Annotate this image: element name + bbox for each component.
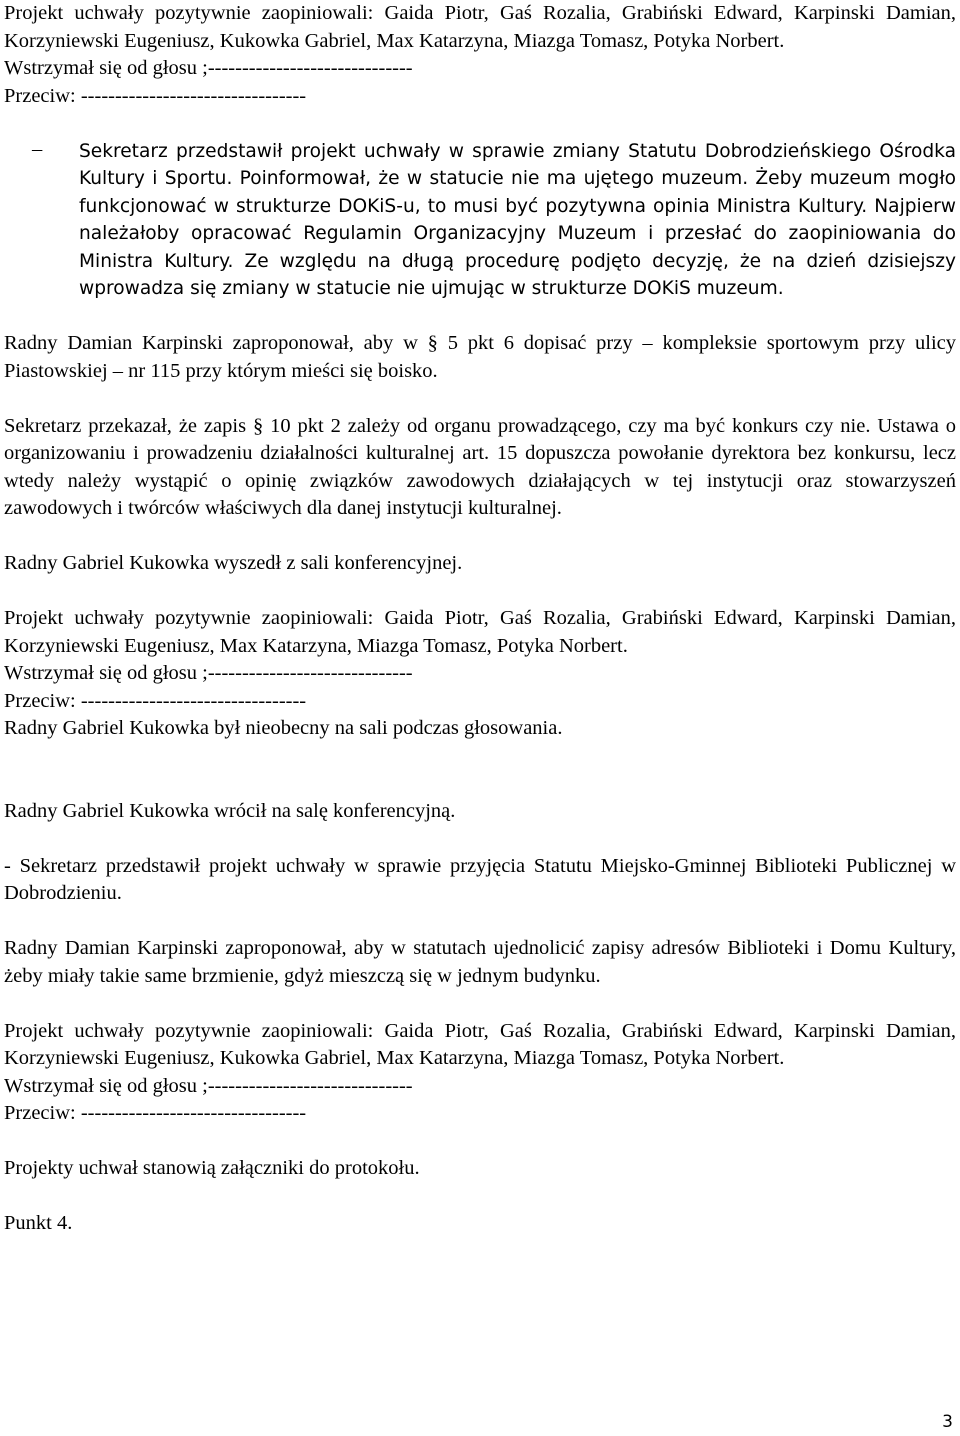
spacer — [4, 385, 956, 413]
page-number: 3 — [942, 1412, 953, 1432]
vote-block-1 — [4, 0, 956, 110]
opinion-paragraph: Projekt uchwały pozytywnie zaopiniowali: Gaida Piotr, Gaś Rozalia, Grabiński Edward, Karpinski Damian, Korzyniewski Eugeniusz, Kukowka Gabriel, Max Katarzyna, Miazga Tomasz, Potyka Norbert. — [4, 1019, 956, 1069]
against-line: Przeciw: --------------------------------- — [4, 84, 307, 107]
spacer — [4, 908, 956, 936]
abstained-line: Wstrzymał się od głosu ;------------------------------ — [4, 1074, 413, 1097]
spacer — [4, 578, 956, 606]
vote-block-3 — [4, 1018, 956, 1128]
spacer — [4, 110, 956, 138]
abstained-line: Wstrzymał się od głosu ;------------------------------ — [4, 57, 413, 79]
spacer — [4, 825, 956, 853]
spacer — [4, 303, 956, 331]
kukowka-left: Radny Gabriel Kukowka wyszedł z sali konferencyjnej. — [4, 552, 463, 574]
kukowka-returned: Radny Gabriel Kukowka wrócił na salę konferencyjną. — [4, 799, 456, 822]
attachments-note: Projekty uchwał stanowią załączniki do protokołu. — [4, 1157, 420, 1179]
spacer — [4, 1128, 956, 1156]
dash-bullet: – — [32, 137, 43, 160]
spacer — [4, 743, 956, 798]
vote-block-2 — [4, 605, 956, 743]
opinion-paragraph: Projekt uchwały pozytywnie zaopiniowali: Gaida Piotr, Gaś Rozalia, Grabiński Edward, Karpinski Damian, Korzyniewski Eugeniusz, Kukowka Gabriel, Max Katarzyna, Miazga Tomasz, Potyka Norbert. — [4, 2, 956, 52]
spacer — [4, 1183, 956, 1211]
document-page — [4, 0, 956, 1238]
secretary-info: Sekretarz przekazał, że zapis § 10 pkt 2 zależy od organu prowadzącego, czy ma być konkurs czy nie. Ustawa o organizowaniu i prowadzeniu działalności kulturalnej art. 15 dopuszcza powołanie dyrektora bez konkursu, lecz wtedy należy wystąpić o opinię związków zawodowych działających w tej instytucji oraz stowarzyszeń zawodowych i twórców właściwych dla danej instytucji kulturalnej. — [4, 414, 956, 519]
spacer — [4, 990, 956, 1018]
spacer — [4, 523, 956, 551]
karpinski-proposal-2: Radny Damian Karpinski zaproponował, aby w statutach ujednolicić zapisy adresów Biblioteki i Domu Kultury, żeby miały takie same brzmienie, gdyż mieszczą się w jednym budynku. — [4, 937, 956, 987]
opinion-paragraph: Projekt uchwały pozytywnie zaopiniowali: Gaida Piotr, Gaś Rozalia, Grabiński Edward, Karpinski Damian, Korzyniewski Eugeniusz, Max Katarzyna, Miazga Tomasz, Potyka Norbert. — [4, 607, 956, 657]
against-line: Przeciw: --------------------------------- — [4, 1102, 307, 1124]
abstained-line: Wstrzymał się od głosu ;------------------------------ — [4, 662, 413, 684]
statute-item-text: Sekretarz przedstawił projekt uchwały w sprawie zmiany Statutu Dobrodzieńskiego Ośrodka Kultury i Sportu. Poinformował, że w statucie nie ma ujętego muzeum. Żeby muzeum mogło funkcjonować w strukturze DOKiS-u, to musi być pozytywna opinia Ministra Kultury. Najpierw należałoby opracować Regulamin Organizacyjny Muzeum i przesłać do zaopiniowania do Ministra Kultury. Ze względu na długą procedurę podjęto decyzję, że na dzień dzisiejszy wprowadza się zmiany w statucie nie ujmując w strukturze DOKiS muzeum. — [79, 140, 956, 299]
library-item: - Sekretarz przedstawił projekt uchwały w sprawie przyjęcia Statutu Miejsko-Gminnej Biblioteki Publicznej w Dobrodzieniu. — [4, 854, 956, 904]
against-line: Przeciw: --------------------------------- — [4, 689, 307, 712]
karpinski-proposal: Radny Damian Karpinski zaproponował, aby w § 5 pkt 6 dopisać przy – kompleksie sportowym przy ulicy Piastowskiej – nr 115 przy którym mieści się boisko. — [4, 332, 956, 382]
absent-note: Radny Gabriel Kukowka był nieobecny na sali podczas głosowania. — [4, 717, 563, 739]
next-point: Punkt 4. — [4, 1212, 73, 1234]
statute-item — [4, 138, 956, 303]
